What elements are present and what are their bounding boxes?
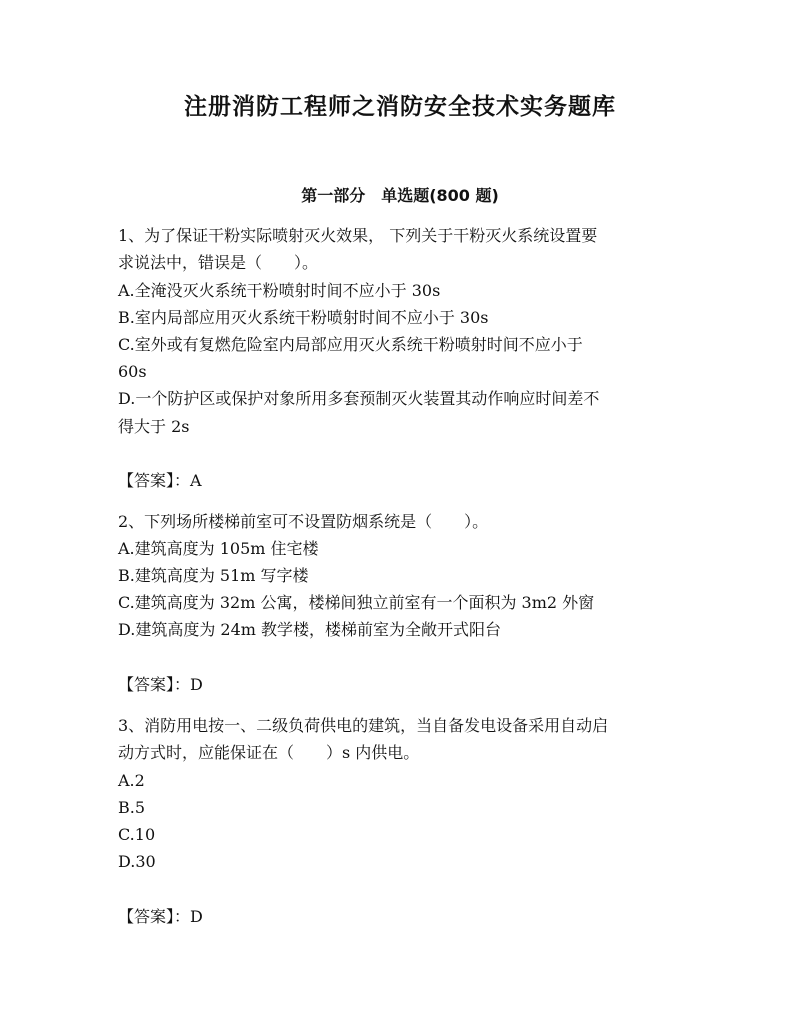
document-title: 注册消防工程师之消防安全技术实务题库 xyxy=(184,94,616,120)
option-d: D.一个防护区或保护对象所用多套预制灭火装置其动作响应时间差不 xyxy=(118,389,600,408)
section-heading: 第一部分 单选题(800 题) xyxy=(301,186,499,205)
option-b: B.室内局部应用灭火系统干粉喷射时间不应小于 30s xyxy=(118,308,489,327)
option-a: A.全淹没灭火系统干粉喷射时间不应小于 30s xyxy=(118,281,441,300)
question-stem: 1、为了保证干粉实际喷射灭火效果， 下列关于干粉灭火系统设置要 xyxy=(118,226,598,245)
option-d: D.建筑高度为 24m 教学楼，楼梯前室为全敞开式阳台 xyxy=(118,620,502,639)
option-c-continued: 60s xyxy=(118,362,147,381)
option-d: D.30 xyxy=(118,852,156,871)
answer: 【答案】：D xyxy=(118,675,203,694)
option-c: C.室外或有复燃危险室内局部应用灭火系统干粉喷射时间不应小于 xyxy=(118,335,583,354)
option-a: A.2 xyxy=(118,771,145,790)
option-d-continued: 得大于 2s xyxy=(118,417,190,436)
question-stem: 动方式时，应能保证在（ ）s 内供电。 xyxy=(118,743,420,762)
answer: 【答案】：A xyxy=(118,471,202,490)
option-c: C.建筑高度为 32m 公寓，楼梯间独立前室有一个面积为 3m2 外窗 xyxy=(118,593,595,612)
question-stem: 3、消防用电按一、二级负荷供电的建筑，当自备发电设备采用自动启 xyxy=(118,716,609,735)
question-stem: 求说法中，错误是（ ）。 xyxy=(118,253,319,272)
answer: 【答案】：D xyxy=(118,907,203,926)
option-a: A.建筑高度为 105m 住宅楼 xyxy=(118,539,319,558)
question-stem: 2、下列场所楼梯前室可不设置防烟系统是（ ）。 xyxy=(118,512,489,531)
option-b: B.5 xyxy=(118,798,146,817)
option-c: C.10 xyxy=(118,825,156,844)
option-b: B.建筑高度为 51m 写字楼 xyxy=(118,566,309,585)
